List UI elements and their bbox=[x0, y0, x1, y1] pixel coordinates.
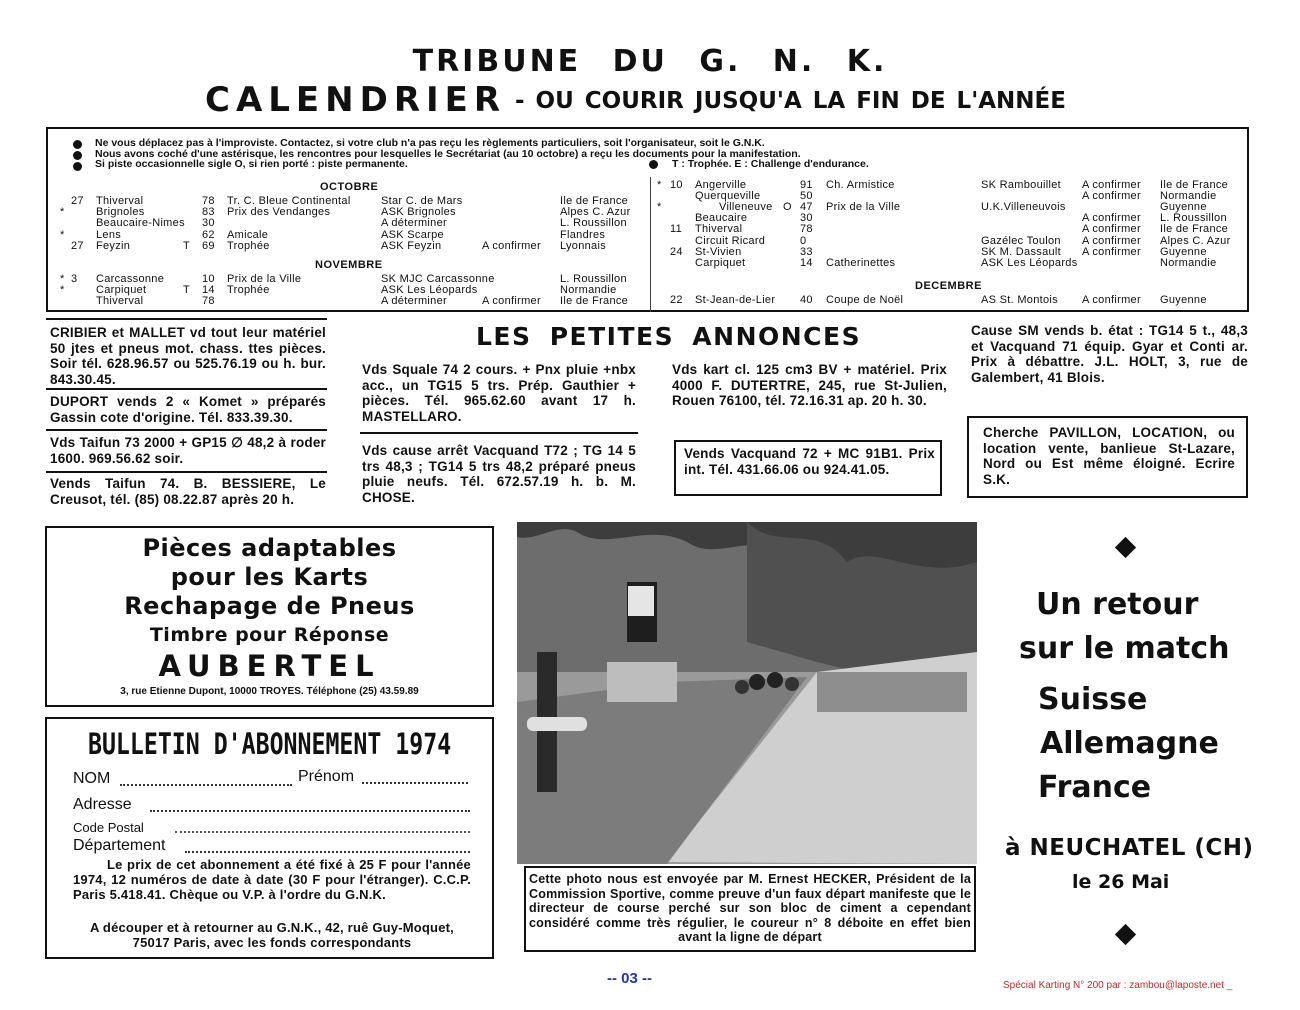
calendar-note: Ne vous déplacez pas à l'improviste. Contactez, si votre club n'a pas reçu les règlements particuliers, soit l'organisateur, soit le G.N.K. bbox=[95, 137, 765, 149]
match-date: le 26 Mai bbox=[1072, 871, 1170, 893]
calendar-subtitle: - OU COURIR JUSQU'A LA FIN DE L'ANNÉE bbox=[515, 88, 1066, 114]
bullet-icon bbox=[73, 151, 82, 160]
calendar-status: A confirmer bbox=[1082, 235, 1141, 247]
calendar-note: T : Trophée. E : Challenge d'endurance. bbox=[672, 158, 869, 170]
calendar-org: ASK Les Léopards bbox=[981, 257, 1078, 269]
calendar-place: Thiverval bbox=[695, 223, 743, 235]
calendar-event: Amicale bbox=[227, 229, 269, 241]
match-location: à NEUCHATEL (CH) bbox=[1005, 835, 1254, 861]
calendar-org: SK M. Dassault bbox=[981, 246, 1062, 258]
calendar-num: 91 bbox=[800, 179, 813, 191]
calendar-day: 27 bbox=[71, 195, 84, 207]
calendar-league: Guyenne bbox=[1160, 201, 1207, 213]
calendar-place: Thiverval bbox=[96, 195, 144, 207]
calendar-league: Guyenne bbox=[1160, 294, 1207, 306]
match-line: sur le match bbox=[1019, 631, 1230, 666]
calendar-mark: * bbox=[60, 229, 65, 241]
calendar-num: 30 bbox=[202, 217, 215, 229]
annonce-dutertre: Vds kart cl. 125 cm3 BV + matériel. Prix 4000 F. DUTERTRE, 245, rue St-Julien, Rouen 76100, tél. 72.16.31 ap. 20 h. 30. bbox=[672, 362, 947, 408]
calendar-heading: CALENDRIER bbox=[205, 80, 507, 120]
calendar-place: Beaucaire-Nimes bbox=[96, 217, 185, 229]
calendar-status: A confirmer bbox=[1082, 294, 1141, 306]
page-title: TRIBUNE DU G. N. K. bbox=[412, 44, 888, 79]
calendar-num: 83 bbox=[202, 206, 215, 218]
aubertel-line: Pièces adaptables bbox=[142, 534, 397, 562]
calendar-mark: * bbox=[60, 206, 65, 218]
month-october: OCTOBRE bbox=[320, 181, 379, 193]
bulletin-prenom-label: Prénom bbox=[298, 768, 355, 785]
calendar-place: Thiverval bbox=[96, 295, 144, 307]
calendar-place: St-Jean-de-Lier bbox=[695, 294, 776, 306]
calendar-status: A confirmer bbox=[1082, 190, 1141, 202]
month-november: NOVEMBRE bbox=[315, 259, 383, 271]
page-number: -- 03 -- bbox=[607, 970, 652, 987]
nom-field[interactable] bbox=[120, 784, 292, 786]
calendar-num: 14 bbox=[800, 257, 813, 269]
calendar-day: 27 bbox=[71, 240, 84, 252]
calendar-status: A confirmer bbox=[482, 295, 541, 307]
annonce-squale: Vds Squale 74 2 cours. + Pnx pluie +nbx acc., un TG15 5 trs. Prép. Gauthier + pièces. Tél. 965.62.60 avant 17 h. MASTELLARO. bbox=[362, 362, 636, 424]
calendar-num: 0 bbox=[800, 235, 807, 247]
calendar-num: 10 bbox=[202, 273, 215, 285]
footer-credit: Spécial Karting N° 200 par : zambou@laposte.net _ bbox=[1003, 980, 1233, 991]
calendar-event: Prix des Vendanges bbox=[227, 206, 331, 218]
calendar-flag: O bbox=[783, 201, 792, 213]
calendar-place: Villeneuve bbox=[719, 201, 773, 213]
calendar-org: ASK Scarpe bbox=[381, 229, 444, 241]
match-line: Un retour bbox=[1036, 587, 1199, 622]
calendar-status: A confirmer bbox=[1082, 223, 1141, 235]
calendar-league: Ile de France bbox=[1160, 223, 1229, 235]
calendar-note: Si piste occasionnelle sigle O, si rien porté : piste permanente. bbox=[95, 158, 408, 170]
bullet-icon bbox=[649, 160, 658, 169]
calendar-org: U.K.Villeneuvois bbox=[981, 201, 1066, 213]
calendar-org: A déterminer bbox=[381, 217, 447, 229]
calendar-org: A déterminer bbox=[381, 295, 447, 307]
calendar-divider bbox=[650, 177, 651, 312]
calendar-day: 3 bbox=[71, 273, 78, 285]
calendar-status: A confirmer bbox=[1082, 179, 1141, 191]
calendar-num: 78 bbox=[202, 295, 215, 307]
calendar-org: SK MJC Carcassonne bbox=[381, 273, 495, 285]
calendar-event: Catherinettes bbox=[826, 257, 896, 269]
calendar-num: 40 bbox=[800, 294, 813, 306]
calendar-league: Normandie bbox=[1160, 190, 1217, 202]
calendar-league: Alpes C. Azur bbox=[560, 206, 631, 218]
calendar-num: 69 bbox=[202, 240, 215, 252]
bullet-icon bbox=[73, 162, 82, 171]
divider bbox=[46, 429, 327, 431]
calendar-place: Circuit Ricard bbox=[695, 235, 766, 247]
bullet-icon bbox=[73, 140, 82, 149]
calendar-place: Brignoles bbox=[96, 206, 145, 218]
calendar-league: Ile de France bbox=[560, 195, 629, 207]
bulletin-code-label: Code Postal bbox=[73, 820, 144, 835]
aubertel-address: 3, rue Etienne Dupont, 10000 TROYES. Téléphone (25) 43.59.89 bbox=[120, 686, 419, 697]
bulletin-footer: A découper et à retourner au G.N.K., 42, ruê Guy-Moquet, bbox=[90, 920, 454, 935]
calendar-day: 10 bbox=[670, 179, 683, 191]
calendar-place: Feyzin bbox=[96, 240, 131, 252]
calendar-org: AS St. Montois bbox=[981, 294, 1058, 306]
calendar-num: 62 bbox=[202, 229, 215, 241]
calendar-num: 33 bbox=[800, 246, 813, 258]
calendar-place: Carcassonne bbox=[96, 273, 165, 285]
calendar-league: Flandres bbox=[560, 229, 606, 241]
calendar-org: ASK Brignoles bbox=[381, 206, 456, 218]
calendar-league: L. Roussillon bbox=[1160, 212, 1227, 224]
annonce-bessiere: Vends Taifun 74. B. BESSIERE, Le Creusot, tél. (85) 08.22.87 après 20 h. bbox=[50, 476, 326, 507]
calendar-place: Lens bbox=[96, 229, 122, 241]
bulletin-adresse-label: Adresse bbox=[73, 796, 132, 813]
calendar-num: 78 bbox=[800, 223, 813, 235]
calendar-league: Ile de France bbox=[1160, 179, 1229, 191]
calendar-league: Alpes C. Azur bbox=[1160, 235, 1231, 247]
bulletin-price: Le prix de cet abonnement a été fixé à 25 F pour l'année 1974, 12 numéros de date à date (30 F pour l'étranger). C.C.P. Paris 5.418.41. Chèque ou V.P. à l'ordre du G.N.K. bbox=[73, 857, 471, 902]
annonce-chose: Vds cause arrêt Vacquand T72 ; TG 14 5 trs 48,3 ; TG14 5 trs 48,2 préparé pneus pluie neufs. Tél. 672.57.19 h. b. M. CHOSE. bbox=[362, 443, 636, 505]
diamond-icon bbox=[1115, 537, 1136, 558]
calendar-place: St-Vivien bbox=[695, 246, 742, 258]
match-line: Allemagne bbox=[1040, 726, 1219, 761]
calendar-mark: * bbox=[60, 284, 65, 296]
calendar-event: Prix de la Ville bbox=[826, 201, 901, 213]
code-postal-field[interactable] bbox=[175, 831, 470, 833]
calendar-org: SK Rambouillet bbox=[981, 179, 1062, 191]
calendar-status: A confirmer bbox=[482, 240, 541, 252]
departement-field[interactable] bbox=[185, 851, 470, 853]
calendar-league: Normandie bbox=[560, 284, 617, 296]
calendar-note: Nous avons coché d'une astérisque, les rencontres pour lesquelles le Secrétariat (au 10 octobre) a reçu les documents pour la manifestation. bbox=[95, 148, 801, 160]
calendar-league: Guyenne bbox=[1160, 246, 1207, 258]
calendar-place: Carpiquet bbox=[695, 257, 746, 269]
aubertel-line: pour les Karts bbox=[170, 563, 369, 591]
calendar-mark: * bbox=[657, 201, 662, 213]
calendar-num: 50 bbox=[800, 190, 813, 202]
calendar-event: Tr. C. Bleue Continental bbox=[227, 195, 351, 207]
divider bbox=[46, 388, 327, 390]
adresse-field[interactable] bbox=[150, 810, 470, 812]
calendar-day: 11 bbox=[670, 223, 683, 235]
calendar-num: 30 bbox=[800, 212, 813, 224]
match-line: Suisse bbox=[1038, 682, 1148, 717]
calendar-status: A confirmer bbox=[1082, 246, 1141, 258]
bulletin-title: BULLETIN D'ABONNEMENT 1974 bbox=[88, 727, 452, 761]
diamond-icon bbox=[1115, 924, 1136, 945]
divider bbox=[46, 318, 327, 320]
calendar-org: ASK Feyzin bbox=[381, 240, 442, 252]
race-photo bbox=[517, 522, 977, 864]
calendar-league: L. Roussillon bbox=[560, 217, 627, 229]
calendar-mark: * bbox=[657, 179, 662, 191]
calendar-mark: * bbox=[60, 273, 65, 285]
annonce-holt: Cause SM vends b. état : TG14 5 t., 48,3 et Vacquand 71 équip. Gyar et Conti ar. Prix à débattre. J.L. HOLT, 3, rue de Galembert, 41 Blois. bbox=[971, 323, 1248, 385]
calendar-league: Lyonnais bbox=[560, 240, 607, 252]
calendar-event: Prix de la Ville bbox=[227, 273, 302, 285]
aubertel-ad bbox=[45, 526, 494, 707]
calendar-org: Star C. de Mars bbox=[381, 195, 463, 207]
aubertel-line: Rechapage de Pneus bbox=[124, 592, 415, 620]
race-photo-image bbox=[517, 522, 977, 864]
calendar-day: 24 bbox=[670, 246, 683, 258]
annonce-cribier: CRIBIER et MALLET vd tout leur matériel 50 jtes et pneus mot. chass. ttes pièces. Soir tél. 628.96.57 ou 525.76.19 ou h. bur. 843.30.45. bbox=[50, 325, 326, 387]
bulletin-nom-label: NOM bbox=[73, 770, 111, 787]
divider bbox=[360, 432, 638, 434]
bulletin-dept-label: Département bbox=[73, 837, 166, 854]
calendar-flag: T bbox=[183, 284, 191, 296]
calendar-num: 47 bbox=[800, 201, 813, 213]
calendar-place: Querqueville bbox=[695, 190, 761, 202]
calendar-place: Angerville bbox=[695, 179, 747, 191]
annonce-duport: DUPORT vends 2 « Komet » préparés Gassin cote d'origine. Tél. 833.39.30. bbox=[50, 394, 326, 425]
calendar-place: Carpiquet bbox=[96, 284, 147, 296]
calendar-event: Trophée bbox=[227, 284, 270, 296]
calendar-league: Normandie bbox=[1160, 257, 1217, 269]
calendar-status: A confirmer bbox=[1082, 212, 1141, 224]
aubertel-name: AUBERTEL bbox=[158, 649, 381, 683]
calendar-num: 78 bbox=[202, 195, 215, 207]
month-december: DECEMBRE bbox=[915, 280, 982, 292]
calendar-event: Coupe de Noël bbox=[826, 294, 904, 306]
calendar-event: Ch. Armistice bbox=[826, 179, 895, 191]
calendar-league: Ile de France bbox=[560, 295, 629, 307]
prenom-field[interactable] bbox=[362, 782, 468, 784]
calendar-flag: T bbox=[183, 240, 191, 252]
match-line: France bbox=[1038, 770, 1152, 805]
annonce-vacquand: Vends Vacquand 72 + MC 91B1. Prix int. Tél. 431.66.06 ou 924.41.05. bbox=[684, 446, 935, 477]
bulletin-footer: 75017 Paris, avec les fonds correspondants bbox=[132, 935, 412, 950]
calendar-event: Trophée bbox=[227, 240, 270, 252]
aubertel-line: Timbre pour Réponse bbox=[149, 624, 390, 646]
annonce-taifun73: Vds Taifun 73 2000 + GP15 ∅ 48,2 à roder 1600. 969.56.62 soir. bbox=[50, 435, 326, 466]
annonces-title: LES PETITES ANNONCES bbox=[476, 322, 862, 351]
divider bbox=[46, 471, 327, 473]
calendar-place: Beaucaire bbox=[695, 212, 748, 224]
annonce-pavillon: Cherche PAVILLON, LOCATION, ou location vente, banlieue St-Lazare, Nord ou Est même éloigné. Ecrire S.K. bbox=[983, 425, 1235, 487]
calendar-num: 14 bbox=[202, 284, 215, 296]
calendar-org: Gazélec Toulon bbox=[981, 235, 1061, 247]
calendar-league: L. Roussillon bbox=[560, 273, 627, 285]
calendar-org: ASK Les Léopards bbox=[381, 284, 478, 296]
calendar-day: 22 bbox=[670, 294, 683, 306]
photo-caption: Cette photo nous est envoyée par M. Ernest HECKER, Président de la Commission Sportive, comme preuve d'un faux départ manifeste que le directeur de course perché sur son bloc de ciment a cependant considéré comme très régulier, le coureur n° 8 déboite en effet bien avant la ligne de départ bbox=[529, 872, 971, 945]
